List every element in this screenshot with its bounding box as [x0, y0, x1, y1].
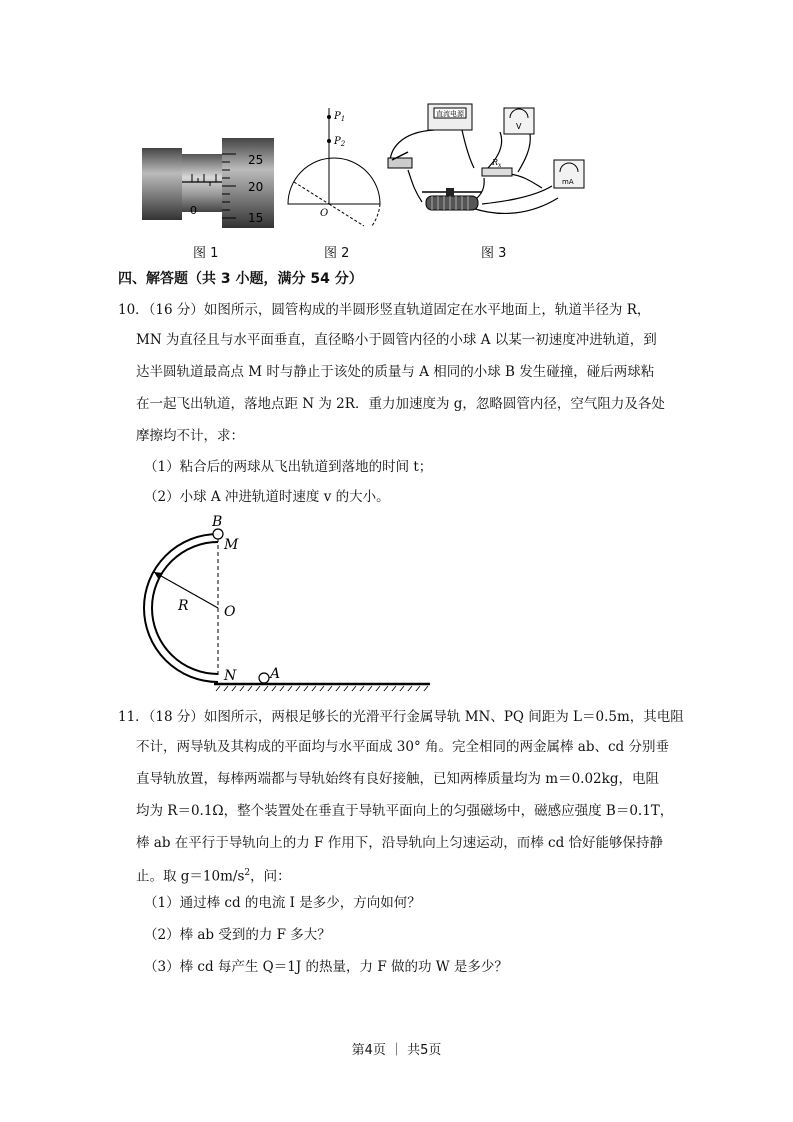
ammeter-label: mA: [562, 178, 574, 186]
q11-head: 11．（18 分）如图所示，两根足够长的光滑平行金属导轨 MN、PQ 间距为 L＝0.5m，其电阻: [118, 709, 684, 725]
figure-1-caption: 图 1: [193, 246, 219, 261]
p2-label: $P_2$: [334, 136, 346, 148]
label-a: A: [270, 666, 281, 682]
voltmeter-label: V: [516, 122, 522, 131]
figure-1-micrometer: [140, 134, 276, 230]
q11-sub-2: （2）棒 ab 受到的力 F 多大？: [144, 927, 331, 943]
power-supply-label: 直流电源: [436, 110, 464, 118]
figure-3-circuit: [382, 98, 594, 238]
p1-label: $P_1$: [334, 111, 346, 123]
micrometer-scale-15: 15: [248, 211, 264, 225]
figure-2-caption: 图 2: [324, 246, 350, 261]
label-m: M: [224, 537, 239, 553]
q10-sub-1: （1）粘合后的两球从飞出轨道到落地的时间 t；: [144, 459, 433, 475]
label-n: N: [224, 668, 237, 684]
micrometer-scale-20: 20: [248, 180, 264, 194]
label-b: B: [212, 514, 223, 530]
q11-line: 直导轨放置，每棒两端都与导轨始终有良好接触，已知两棒质量均为 m＝0.02kg，电阻: [136, 771, 659, 787]
q11-line: 均为 R＝0.1Ω，整个装置处在垂直于导轨平面向上的匀强磁场中，磁感应强度 B＝0.1T，: [136, 803, 674, 819]
page-footer: 第4页 ｜ 共5页: [351, 1043, 442, 1058]
micrometer-scale-25: 25: [248, 153, 264, 167]
q10-line: 达半圆轨道最高点 M 时与静止于该处的质量与 A 相同的小球 B 发生碰撞，碰后两球粘: [136, 364, 655, 380]
q11-sub-3: （3）棒 cd 每产生 Q＝1J 的热量，力 F 做的功 W 是多少？: [144, 959, 508, 975]
q10-head: 10．（16 分）如图所示，圆管构成的半圆形竖直轨道固定在水平地面上，轨道半径为 R，: [118, 302, 651, 318]
o-label: O: [320, 208, 329, 219]
q11-line: 棒 ab 在平行于导轨向上的力 F 作用下，沿导轨向上匀速运动，而棒 cd 恰好能够保持静: [136, 835, 664, 851]
q10-diagram: [130, 510, 435, 695]
resistor-label: $R_x$: [492, 158, 502, 169]
section-title: 四、解答题（共 3 小题，满分 54 分）: [118, 271, 363, 287]
figure-3-caption: 图 3: [481, 246, 507, 261]
figure-2-semicircle: [284, 104, 384, 232]
q11-last-line: 止。取 $g=10m/s^2$，问：: [136, 868, 291, 885]
q10-line: 在一起飞出轨道，落地点距 N 为 2R．重力加速度为 g，忽略圆管内径，空气阻力及各处: [136, 396, 665, 412]
label-o: O: [224, 604, 236, 620]
label-r: R: [178, 598, 189, 614]
q10-line: 摩擦均不计，求：: [136, 428, 244, 444]
micrometer-zero: 0: [190, 204, 197, 217]
q11-line: 不计，两导轨及其构成的平面均与水平面成 30° 角。完全相同的两金属棒 ab、cd 分别垂: [136, 739, 669, 755]
q10-line: MN 为直径且与水平面垂直，直径略小于圆管内径的小球 A 以某一初速度冲进轨道，到: [136, 332, 657, 348]
q11-sub-1: （1）通过棒 cd 的电流 I 是多少，方向如何？: [144, 895, 421, 911]
q10-sub-2: （2）小球 A 冲进轨道时速度 v 的大小。: [144, 489, 390, 505]
